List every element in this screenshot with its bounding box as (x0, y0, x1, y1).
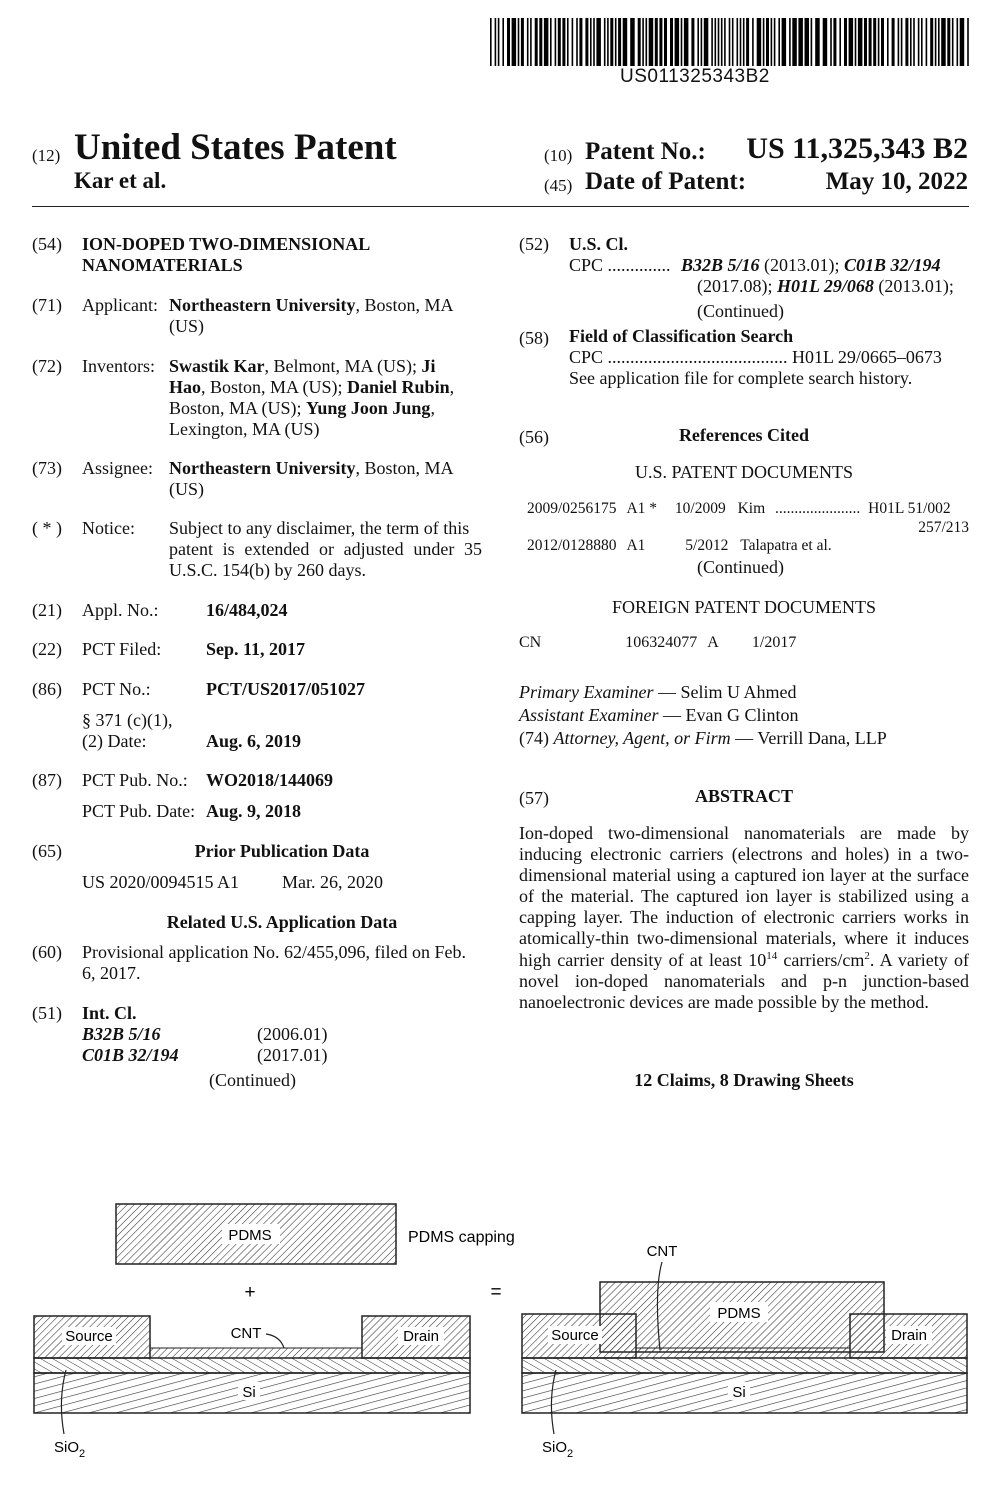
patent-type-title: United States Patent (74, 127, 397, 168)
code-71: (71) (32, 295, 62, 315)
appl-no-label: Appl. No.: (82, 600, 159, 620)
barcode-bar (947, 18, 950, 66)
code-10: (10) (544, 146, 573, 165)
barcode-bar (655, 18, 658, 66)
barcode-bar (858, 18, 863, 66)
barcode-bar (530, 18, 532, 66)
code-45: (45) (544, 176, 573, 195)
foreign-patent-documents-heading: FOREIGN PATENT DOCUMENTS (611, 597, 877, 617)
int-cl-code-2: C01B 32/194 (82, 1045, 179, 1065)
us-cl-line-1: CPC .............. B32B 5/16 (2013.01); C01B 32/194 (569, 255, 941, 275)
si-label-right: Si (732, 1384, 746, 1401)
drain-label-right: Drain (891, 1327, 927, 1344)
code-56: (56) (519, 427, 549, 447)
barcode-bar (766, 18, 769, 66)
barcode-bar (830, 18, 832, 66)
barcode-bar (590, 18, 592, 66)
pct-no-value: PCT/US2017/051027 (206, 679, 366, 699)
barcode-bar (724, 18, 726, 66)
barcode-bar (938, 18, 940, 66)
barcode-bar (670, 18, 673, 66)
barcode-bar (869, 18, 872, 66)
barcode (490, 18, 970, 66)
code-87: (87) (32, 770, 62, 790)
barcode-bar (898, 18, 900, 66)
field-search-cpc: CPC ........................................ H01L 29/0665–0673 (569, 347, 942, 367)
code-57: (57) (519, 788, 549, 808)
barcode-bar (697, 18, 699, 66)
code-72: (72) (32, 356, 62, 376)
barcode-bar (935, 18, 937, 66)
barcode-bar (763, 18, 765, 66)
barcode-bar (864, 18, 867, 66)
barcode-bar (878, 18, 880, 66)
field-search-note: See application file for complete search history. (569, 368, 913, 388)
authors: Kar et al. (74, 168, 167, 193)
barcode-bar (926, 18, 928, 66)
barcode-bar (849, 18, 854, 66)
barcode-bar (610, 18, 613, 66)
primary-examiner: Primary Examiner — Selim U Ahmed (519, 682, 797, 702)
barcode-bar (918, 18, 920, 66)
cnt-label-left: CNT (230, 1325, 262, 1342)
barcode-bar (649, 18, 654, 66)
appl-no-value: 16/484,024 (206, 600, 288, 620)
us-cl-line-2: (2017.08); H01L 29/068 (2013.01); (697, 276, 954, 296)
barcode-bar (771, 18, 773, 66)
barcode-bar (910, 18, 912, 66)
barcode-bar (518, 18, 520, 66)
inventors-label: Inventors: (82, 356, 155, 376)
int-cl-date-1: (2006.01) (257, 1024, 328, 1044)
barcode-bar (664, 18, 667, 66)
int-cl-label: Int. Cl. (82, 1003, 137, 1023)
barcode-bar (721, 18, 723, 66)
sio2-label-right: SiO$_2$ (542, 1439, 574, 1460)
barcode-bar (596, 18, 601, 66)
barcode-bar (638, 18, 641, 66)
code-86: (86) (32, 679, 62, 699)
code-21: (21) (32, 600, 62, 620)
pdms-label: PDMS (228, 1227, 272, 1244)
barcode-bar (805, 18, 810, 66)
barcode-bar (921, 18, 923, 66)
barcode-bar (607, 18, 609, 66)
sio2-layer-right (522, 1358, 967, 1373)
barcode-bar (593, 18, 595, 66)
applicant-country: (US) (169, 316, 204, 336)
barcode-bar (567, 18, 569, 66)
barcode-bar (782, 18, 787, 66)
barcode-bar (913, 18, 915, 66)
pdms-capping-label: PDMS capping (408, 1229, 515, 1246)
cnt-label-right: CNT (646, 1243, 678, 1260)
barcode-bar (527, 18, 529, 66)
barcode-bar (737, 18, 739, 66)
barcode-bar (743, 18, 745, 66)
pct-filed-value: Sep. 11, 2017 (206, 639, 306, 659)
assistant-examiner: Assistant Examiner — Evan G Clinton (519, 705, 799, 725)
barcode-bar (941, 18, 946, 66)
barcode-bar (905, 18, 908, 66)
inventors-line-2: Hao, Boston, MA (US); Daniel Rubin, (169, 377, 455, 397)
patent-number: US 11,325,343 B2 (746, 132, 968, 165)
barcode-bar (792, 18, 797, 66)
abstract-text: Ion-doped two-dimensional nanomaterials are made by inducing electronic carriers (electrons and holes) in a two-dimensional material using a captured ion layer at the surface of the material. The captured ion layer is stabilized using a capping layer. The induction of electronic carriers works in atomically-thin two-dimensional materials, where it induces high carrier density of at least $10^{14}$ carriers/$cm^2$. A variety of novel ion-doped nanomaterials and p-n junction-based nanoelectronic devices are made possible by the method. (519, 823, 969, 1012)
barcode-bar (887, 18, 889, 66)
pdms-label-right: PDMS (717, 1305, 761, 1322)
barcode-bar (579, 18, 582, 66)
barcode-bar (833, 18, 836, 66)
prior-publication-heading: Prior Publication Data (194, 841, 370, 861)
barcode-bar (960, 18, 965, 66)
title-line-2: NANOMATERIALS (82, 255, 243, 275)
inventors-line-1: Swastik Kar, Belmont, MA (US); Ji (169, 356, 436, 376)
sio2-label-left: SiO$_2$ (54, 1439, 86, 1460)
applicant-label: Applicant: (82, 295, 158, 315)
code-65: (65) (32, 841, 62, 861)
title-line-1: ION-DOPED TWO-DIMENSIONAL (82, 234, 371, 254)
barcode-bar (502, 18, 504, 66)
barcode-bar (952, 18, 954, 66)
barcode-bar (572, 18, 574, 66)
barcode-bar (778, 18, 780, 66)
foreign-reference-row: CN 106324077 A 1/2017 (519, 634, 797, 651)
barcode-bar (732, 18, 734, 66)
si-label-left: Si (242, 1384, 256, 1401)
date-of-patent-label: Date of Patent: (585, 168, 747, 195)
barcode-bar (823, 18, 828, 66)
barcode-bar (642, 18, 644, 66)
references-cited-heading: References Cited (678, 425, 810, 445)
code-54: (54) (32, 234, 62, 254)
source-label-left: Source (65, 1328, 113, 1345)
notice-line-3: U.S.C. 154(b) by 260 days. (169, 560, 366, 580)
equals-sign: = (490, 1282, 502, 1303)
int-cl-continued: (Continued) (209, 1070, 296, 1090)
abstract-heading: ABSTRACT (694, 786, 794, 806)
barcode-bar (630, 18, 635, 66)
barcode-bar (535, 18, 538, 66)
barcode-bar (873, 18, 876, 66)
barcode-bar (618, 18, 621, 66)
barcode-bar (555, 18, 557, 66)
barcode-bar (957, 18, 959, 66)
barcode-bar (715, 18, 717, 66)
notice-line-2: patent is extended or adjusted under 35 (169, 539, 482, 559)
prior-publication-number: US 2020/0094515 A1 (82, 872, 240, 892)
barcode-bar (789, 18, 791, 66)
provisional-line-2: 6, 2017. (82, 963, 141, 983)
pct-pub-date-value: Aug. 9, 2018 (206, 801, 302, 821)
barcode-bar (718, 18, 720, 66)
inventors-line-4: Lexington, MA (US) (169, 419, 320, 439)
code-58: (58) (519, 328, 549, 348)
pct-pub-no-value: WO2018/144069 (206, 770, 334, 790)
barcode-bar (646, 18, 648, 66)
barcode-bar (881, 18, 884, 66)
barcode-bar (681, 18, 683, 66)
notice-label: Notice: (82, 518, 135, 538)
barcode-bar (691, 18, 694, 66)
inventors-line-3: Boston, MA (US); Yung Joon Jung, (169, 398, 435, 418)
notice-line-1: Subject to any disclaimer, the term of this (169, 518, 470, 538)
barcode-bar (729, 18, 731, 66)
pct-pub-date-label: PCT Pub. Date: (82, 801, 196, 821)
code-60: (60) (32, 942, 62, 962)
barcode-bar (623, 18, 628, 66)
code-22: (22) (32, 639, 62, 659)
section-371-date-label: (2) Date: (82, 731, 147, 751)
barcode-bar (659, 18, 662, 66)
attorney: (74) Attorney, Agent, or Firm — Verrill Dana, LLP (519, 728, 887, 748)
claims-summary: 12 Claims, 8 Drawing Sheets (634, 1070, 854, 1090)
barcode-bar (701, 18, 703, 66)
code-52: (52) (519, 234, 549, 254)
barcode-bar (844, 18, 847, 66)
barcode-bar (490, 18, 492, 66)
barcode-bar (562, 18, 565, 66)
left-device (34, 1316, 470, 1460)
section-371-date-value: Aug. 6, 2019 (206, 731, 302, 751)
barcode-bar (704, 18, 709, 66)
section-371-label: § 371 (c)(1), (82, 710, 173, 730)
barcode-bar (774, 18, 776, 66)
device-figure (0, 1190, 1000, 1470)
barcode-bar (930, 18, 933, 66)
barcode-bar (740, 18, 742, 66)
barcode-bar (684, 18, 689, 66)
applicant-value: Northeastern University, Boston, MA (169, 295, 454, 315)
assignee-value: Northeastern University, Boston, MA (169, 458, 454, 478)
pct-pub-no-label: PCT Pub. No.: (82, 770, 188, 790)
code-51: (51) (32, 1003, 62, 1023)
cnt-layer-right (636, 1348, 850, 1358)
pct-no-label: PCT No.: (82, 679, 151, 699)
references-continued: (Continued) (697, 557, 784, 577)
related-application-heading: Related U.S. Application Data (166, 912, 398, 932)
barcode-bar (512, 18, 516, 66)
code-12: (12) (32, 146, 61, 165)
barcode-bar (892, 18, 895, 66)
barcode-bar (757, 18, 762, 66)
barcode-bar (746, 18, 749, 66)
assignee-label: Assignee: (82, 458, 153, 478)
barcode-bar (544, 18, 549, 66)
right-device (522, 1243, 967, 1460)
barcode-bar (675, 18, 680, 66)
int-cl-date-2: (2017.01) (257, 1045, 328, 1065)
code-notice: ( * ) (32, 518, 62, 538)
barcode-bar (752, 18, 754, 66)
field-search-label: Field of Classification Search (569, 326, 794, 346)
barcode-bar (798, 18, 803, 66)
barcode-bar (521, 18, 524, 66)
us-cl-continued: (Continued) (697, 301, 784, 321)
patent-no-label: Patent No.: (585, 138, 706, 165)
header-rule (32, 206, 969, 207)
barcode-bar (811, 18, 813, 66)
prior-publication-date: Mar. 26, 2020 (282, 872, 383, 892)
plus-sign: + (244, 1282, 256, 1303)
code-73: (73) (32, 458, 62, 478)
barcode-bar (967, 18, 969, 66)
barcode-bar (815, 18, 820, 66)
barcode-bar (550, 18, 552, 66)
assignee-country: (US) (169, 479, 204, 499)
barcode-bar (604, 18, 606, 66)
reference-row-1: 2009/0256175 A1 * 10/2009 Kim ...................... H01L 51/002 (527, 500, 951, 517)
cnt-layer-left (150, 1348, 362, 1358)
barcode-bar (576, 18, 578, 66)
barcode-bar (901, 18, 903, 66)
barcode-bar (855, 18, 857, 66)
barcode-bar (839, 18, 841, 66)
barcode-bar (585, 18, 588, 66)
int-cl-code-1: B32B 5/16 (82, 1024, 161, 1044)
pct-filed-label: PCT Filed: (82, 639, 162, 659)
source-label-right: Source (551, 1327, 599, 1344)
barcode-bar (558, 18, 561, 66)
reference-row-2: 2012/0128880 A1 5/2012 Talapatra et al. (527, 537, 832, 554)
drain-label-left: Drain (403, 1328, 439, 1345)
sio2-layer-left (34, 1358, 470, 1373)
provisional-line-1: Provisional application No. 62/455,096, filed on Feb. (82, 942, 466, 962)
us-cl-label: U.S. Cl. (569, 234, 629, 254)
barcode-bar (498, 18, 500, 66)
barcode-number: US011325343B2 (620, 66, 770, 87)
barcode-bar (539, 18, 542, 66)
barcode-bar (615, 18, 617, 66)
date-of-patent: May 10, 2022 (825, 168, 968, 195)
barcode-bar (711, 18, 713, 66)
reference-row-1-class-2: 257/213 (918, 519, 969, 536)
us-patent-documents-heading: U.S. PATENT DOCUMENTS (634, 462, 854, 482)
right-column (519, 234, 969, 1104)
barcode-bar (507, 18, 510, 66)
barcode-bar (495, 18, 497, 66)
